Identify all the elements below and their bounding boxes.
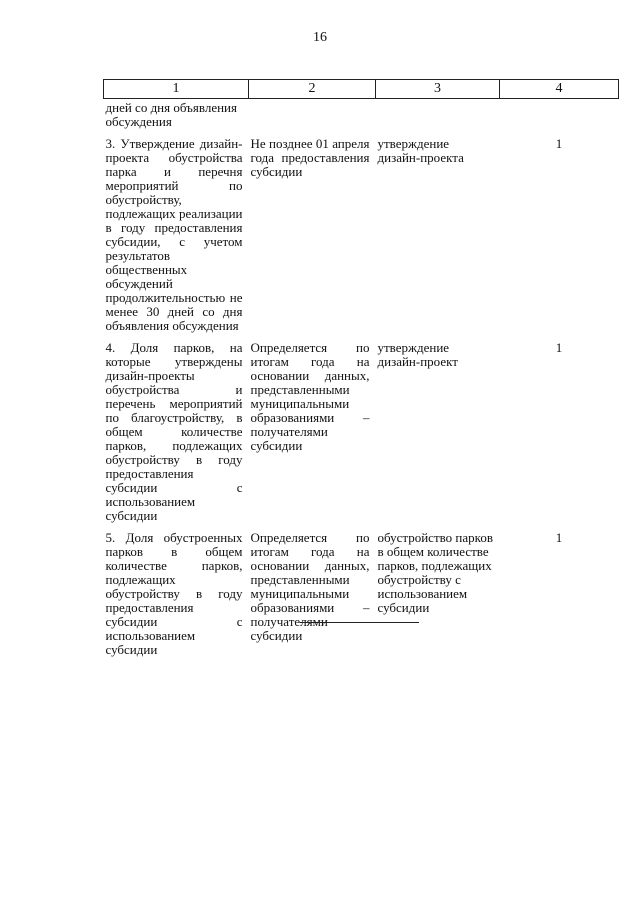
table-cell xyxy=(500,99,619,136)
table-row xyxy=(104,99,619,136)
table-row xyxy=(104,529,619,663)
value-cell: 1 xyxy=(555,530,563,545)
deadline-cell: Определяется по итогам года на основании данных, представленными муниципальными образованиями – получателями субсидии xyxy=(250,530,370,643)
result-cell: утверждение дизайн-проект xyxy=(377,340,458,369)
column-header-1: 1 xyxy=(104,80,249,99)
value-cell: 1 xyxy=(555,340,563,355)
row-continuation-text: дней со дня объявления обсуждения xyxy=(105,100,237,129)
indicators-table xyxy=(103,79,619,663)
indicator-name-cell: 4. Доля парков, на которые утверждены дизайн-проекты обустройства и перечень мероприятий по благоустройству, в общем количестве парков, подлежащих обустройству в году предоставления субсидии с использованием субсидии xyxy=(105,340,243,523)
column-header-3: 3 xyxy=(376,80,500,99)
table-row xyxy=(104,135,619,339)
table-cell xyxy=(376,99,500,136)
page-number: 16 xyxy=(313,30,327,45)
table-row xyxy=(104,339,619,529)
indicator-name-cell: 5. Доля обустроенных парков в общем количестве парков, подлежащих обустройству в году предоставления субсидии с использованием субсидии xyxy=(105,530,243,657)
column-header-4: 4 xyxy=(500,80,619,99)
result-cell: утверждение дизайн-проекта xyxy=(377,136,464,165)
column-header-2: 2 xyxy=(249,80,376,99)
result-cell: обустройство парков в общем количестве парков, подлежащих обустройству с использованием субсидии xyxy=(377,530,493,615)
table-cell xyxy=(249,99,376,136)
deadline-cell: Определяется по итогам года на основании данных, представленными муниципальными образованиями – получателями субсидии xyxy=(250,340,370,453)
deadline-cell: Не позднее 01 апреля года предоставления субсидии xyxy=(250,136,370,179)
indicator-name-cell: 3. Утверждение дизайн-проекта обустройства парка и перечня мероприятий по обустройству, подлежащих реализации в году предоставления субсидии, с учетом результатов общественных обсуждений продолжительностью не менее 30 дней со дня объявления обсуждения xyxy=(105,136,243,333)
value-cell: 1 xyxy=(555,136,563,151)
end-of-document-rule xyxy=(300,622,419,623)
table-header-row xyxy=(104,80,619,99)
